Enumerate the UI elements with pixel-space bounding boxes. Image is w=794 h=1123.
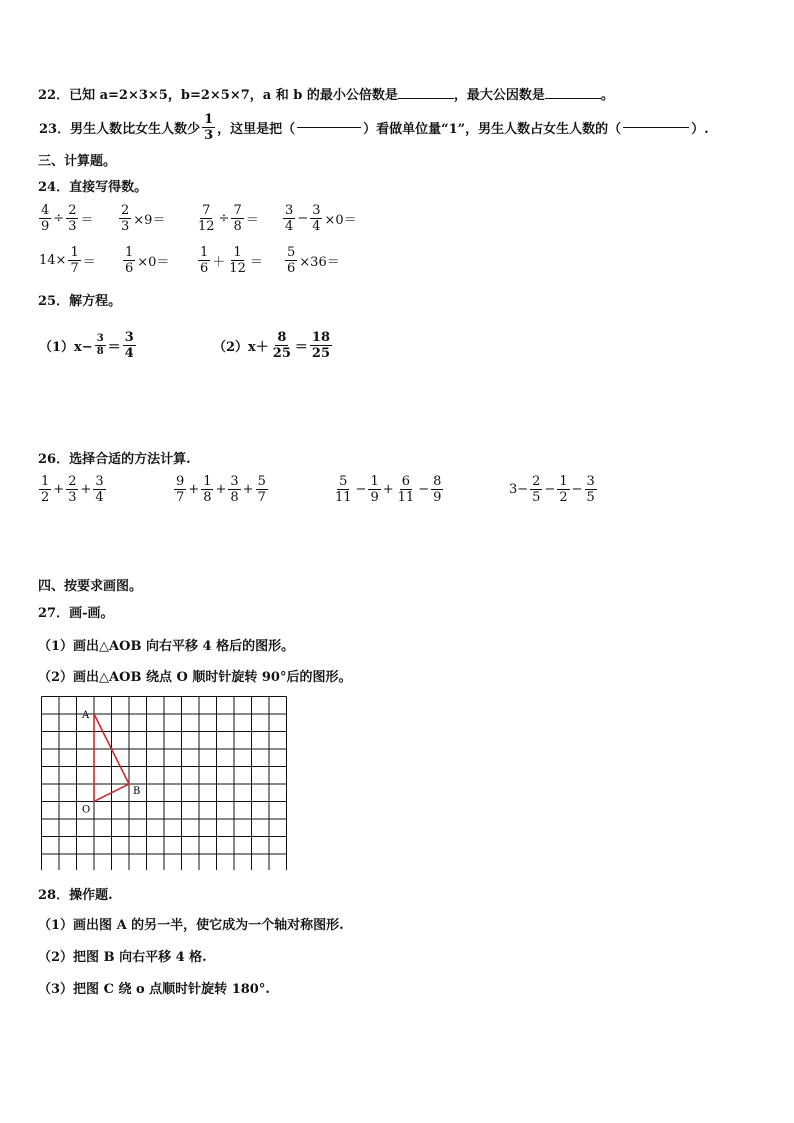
frac-den: 9 bbox=[41, 219, 50, 234]
frac-num: 2 bbox=[68, 203, 77, 218]
frac-den: 7 bbox=[257, 490, 266, 505]
operator: ＝ bbox=[294, 340, 308, 355]
operator: ＝ bbox=[82, 255, 96, 270]
q26-expression-2 bbox=[173, 474, 269, 505]
q22-prefix: 22．已知 a=2×3×5，b=2×5×7，a 和 b 的最小公倍数是 bbox=[38, 88, 398, 103]
frac-num: 2 bbox=[532, 474, 541, 489]
frac-num: 8 bbox=[277, 330, 287, 345]
operator: − bbox=[418, 482, 430, 497]
operator: ×36＝ bbox=[299, 255, 340, 270]
frac-den: 8 bbox=[230, 490, 239, 505]
frac-num: 7 bbox=[202, 203, 211, 218]
q24-item-1 bbox=[38, 203, 94, 234]
question-28-title: 28．操作题. bbox=[38, 888, 113, 903]
frac-den: 3 bbox=[121, 219, 130, 234]
question-25-title: 25．解方程。 bbox=[38, 294, 122, 309]
q23-mid2: ）看做单位量“1”，男生人数占女生人数的（ bbox=[363, 122, 622, 137]
frac-den: 11 bbox=[335, 490, 352, 505]
frac-num: 1 bbox=[41, 474, 50, 489]
operator: ×0＝ bbox=[137, 255, 170, 270]
frac-den: 8 bbox=[96, 346, 104, 357]
frac-num: 1 bbox=[559, 474, 568, 489]
q23-fraction bbox=[202, 112, 215, 143]
operator: ÷ bbox=[53, 211, 65, 226]
q22-mid: ，最大公因数是 bbox=[453, 88, 545, 103]
frac-num: 1 bbox=[233, 245, 242, 260]
frac-den: 6 bbox=[287, 261, 296, 276]
operator: ＝ bbox=[245, 213, 259, 228]
question-24-title: 24．直接写得数。 bbox=[38, 180, 148, 195]
section-4-heading: 四、按要求画图。 bbox=[38, 579, 143, 594]
frac-num: 1 bbox=[370, 474, 379, 489]
operator: + bbox=[215, 482, 227, 497]
q28-item-3: （3）把图 C 绕 o 点顺时针旋转 180°. bbox=[38, 982, 270, 997]
q26-expression-4 bbox=[508, 474, 598, 505]
q23-mid: ，这里是把（ bbox=[217, 122, 296, 137]
frac-den: 3 bbox=[68, 490, 77, 505]
answer-blank-lcm[interactable] bbox=[398, 98, 454, 99]
frac-num: 5 bbox=[287, 245, 296, 260]
frac-num: 3 bbox=[95, 474, 104, 489]
question-22 bbox=[38, 84, 614, 103]
operator: 14× bbox=[39, 253, 67, 268]
operator: + bbox=[382, 482, 394, 497]
answer-blank-ratio[interactable] bbox=[623, 127, 689, 128]
frac-den: 4 bbox=[124, 346, 134, 361]
operator: ×9＝ bbox=[133, 213, 166, 228]
q23-frac-num: 1 bbox=[204, 112, 214, 127]
q24-item-3 bbox=[195, 203, 260, 234]
frac-num: 18 bbox=[311, 330, 330, 345]
q24-item-6 bbox=[122, 245, 170, 276]
frac-den: 2 bbox=[559, 490, 568, 505]
operator: 3− bbox=[509, 482, 529, 497]
q23-prefix: 23．男生人数比女生人数少 bbox=[39, 122, 201, 137]
frac-den: 12 bbox=[229, 261, 246, 276]
frac-den: 7 bbox=[70, 261, 79, 276]
q28-item-1: （1）画出图 A 的另一半，使它成为一个轴对称图形. bbox=[38, 918, 344, 933]
vertex-label-a: A bbox=[82, 710, 90, 721]
q25-equation-1 bbox=[38, 330, 137, 361]
frac-den: 8 bbox=[233, 219, 242, 234]
frac-num: 1 bbox=[70, 245, 79, 260]
vertex-label-o: O bbox=[82, 804, 91, 816]
question-26-title: 26．选择合适的方法计算. bbox=[38, 452, 191, 467]
frac-num: 3 bbox=[230, 474, 239, 489]
operator: ＝ bbox=[80, 213, 94, 228]
frac-num: 3 bbox=[312, 203, 321, 218]
eq-label: （1）x− bbox=[39, 340, 93, 355]
frac-num: 9 bbox=[176, 474, 185, 489]
question-27-title: 27．画-画。 bbox=[38, 606, 114, 621]
frac-num: 6 bbox=[401, 474, 411, 489]
q24-item-7 bbox=[197, 245, 264, 276]
q25-equation-2 bbox=[212, 330, 333, 361]
operator: + bbox=[53, 482, 65, 497]
frac-num: 1 bbox=[200, 245, 209, 260]
frac-den: 2 bbox=[41, 490, 50, 505]
q22-suffix: 。 bbox=[600, 88, 614, 103]
frac-num: 1 bbox=[125, 245, 134, 260]
operator: + bbox=[80, 482, 92, 497]
vertex-label-b: B bbox=[133, 786, 141, 797]
operator: + bbox=[242, 482, 254, 497]
q23-suffix: ）. bbox=[691, 122, 709, 137]
frac-den: 25 bbox=[272, 346, 291, 361]
frac-den: 6 bbox=[200, 261, 209, 276]
frac-num: 3 bbox=[124, 330, 134, 345]
frac-num: 5 bbox=[339, 474, 348, 489]
frac-num: 2 bbox=[121, 203, 130, 218]
frac-den: 5 bbox=[586, 490, 595, 505]
q24-item-2 bbox=[118, 203, 166, 234]
frac-num: 5 bbox=[257, 474, 266, 489]
operator: − bbox=[571, 482, 583, 497]
eq-label: （2）x＋ bbox=[213, 340, 269, 355]
q27-item-1: （1）画出△AOB 向右平移 4 格后的图形。 bbox=[38, 639, 295, 654]
frac-num: 7 bbox=[233, 203, 242, 218]
frac-num: 3 bbox=[96, 333, 104, 344]
q26-expression-1 bbox=[38, 474, 107, 505]
frac-den: 12 bbox=[198, 219, 215, 234]
drawing-grid[interactable] bbox=[41, 696, 287, 870]
frac-den: 5 bbox=[532, 490, 541, 505]
frac-den: 11 bbox=[397, 490, 415, 505]
frac-num: 1 bbox=[203, 474, 212, 489]
frac-den: 8 bbox=[203, 490, 212, 505]
frac-num: 3 bbox=[586, 474, 595, 489]
frac-den: 25 bbox=[311, 346, 330, 361]
frac-den: 4 bbox=[312, 219, 321, 234]
operator: + bbox=[188, 482, 200, 497]
q24-item-5 bbox=[38, 245, 97, 276]
operator: ×0＝ bbox=[324, 213, 357, 228]
q26-expression-3 bbox=[332, 474, 444, 505]
operator: − bbox=[297, 211, 309, 226]
operator: ÷ bbox=[218, 211, 230, 226]
frac-den: 4 bbox=[285, 219, 294, 234]
frac-den: 4 bbox=[95, 490, 104, 505]
frac-num: 3 bbox=[285, 203, 294, 218]
frac-den: 9 bbox=[370, 490, 379, 505]
operator: − bbox=[544, 482, 556, 497]
operator: ＝ bbox=[249, 255, 263, 270]
frac-den: 9 bbox=[433, 490, 442, 505]
answer-blank-unit[interactable] bbox=[297, 127, 361, 128]
operator: − bbox=[355, 482, 367, 497]
grid-lines bbox=[42, 697, 287, 871]
q28-item-2: （2）把图 B 向右平移 4 格. bbox=[38, 950, 207, 965]
question-23 bbox=[38, 112, 710, 143]
section-3-heading: 三、计算题。 bbox=[38, 154, 117, 169]
frac-den: 6 bbox=[125, 261, 134, 276]
frac-den: 7 bbox=[176, 490, 185, 505]
q24-item-8 bbox=[284, 245, 341, 276]
q27-item-2: （2）画出△AOB 绕点 O 顺时针旋转 90°后的图形。 bbox=[38, 670, 352, 685]
q24-item-4 bbox=[282, 203, 358, 234]
operator: ＋ bbox=[212, 255, 226, 270]
operator: ＝ bbox=[107, 340, 121, 355]
frac-num: 8 bbox=[433, 474, 442, 489]
frac-num: 2 bbox=[68, 474, 77, 489]
answer-blank-gcd[interactable] bbox=[545, 98, 601, 99]
frac-den: 3 bbox=[68, 219, 77, 234]
frac-num: 4 bbox=[41, 203, 50, 218]
q23-frac-den: 3 bbox=[204, 128, 214, 143]
